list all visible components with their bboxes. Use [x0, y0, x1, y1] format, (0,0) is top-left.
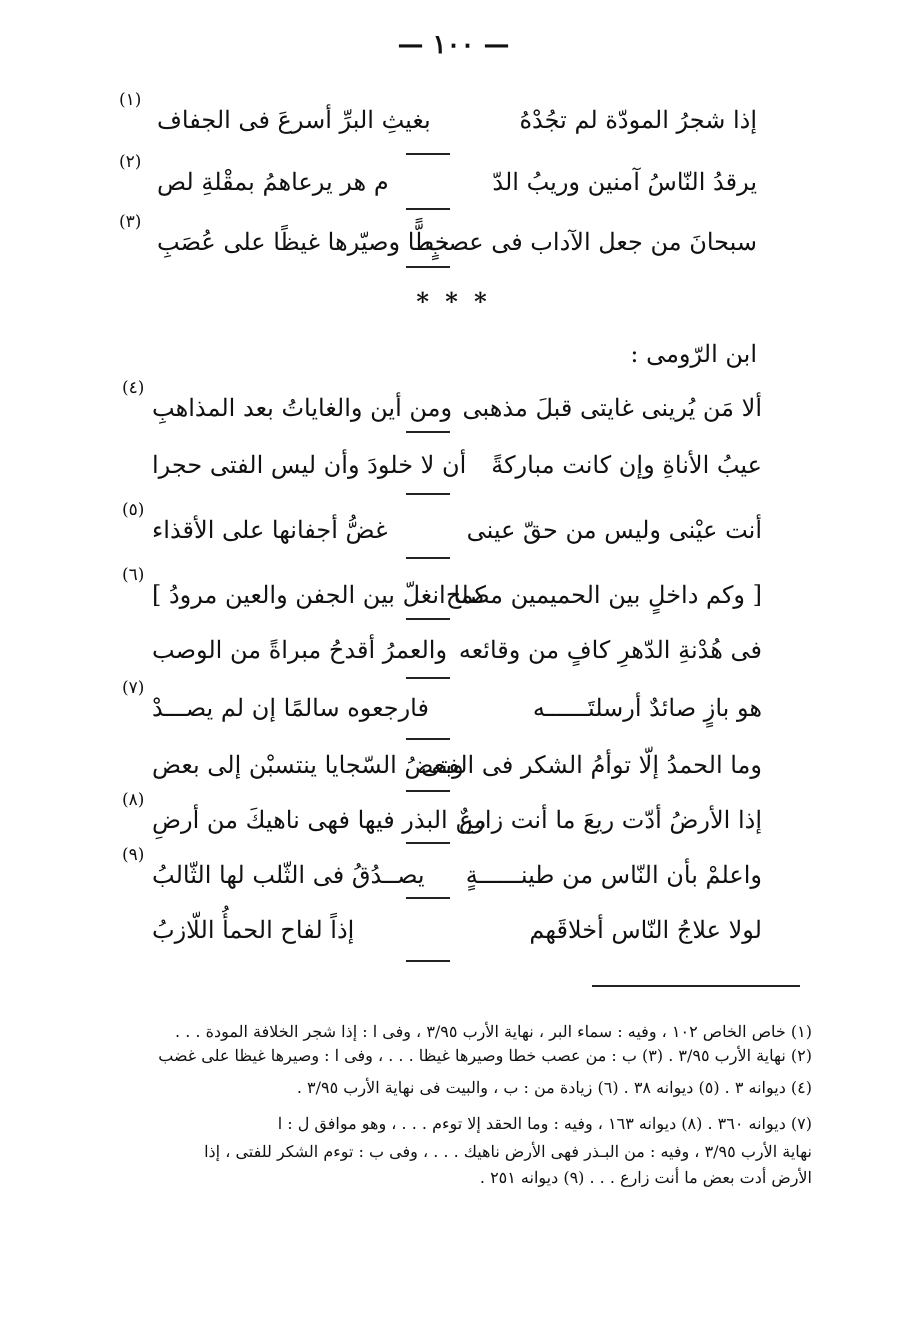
hemistich-separator [406, 897, 450, 899]
page-number: — ١٠٠ — [397, 30, 510, 60]
verse-second-hemistich: م هر يرعاهمُ بمقْلةِ لص [157, 168, 389, 196]
verse-second-hemistich: يصــدُقُ فى الثّلب لها الثّالبُ [152, 861, 425, 889]
verse-line [119, 212, 757, 262]
footnote-marker: (٤) [122, 378, 145, 398]
footnote-marker: (١) [119, 90, 142, 110]
hemistich-separator [406, 960, 450, 962]
verse-second-hemistich: أن لا خلودَ وأن ليس الفتى حجرا [152, 451, 467, 479]
hemistich-separator [406, 738, 450, 740]
verse-first-hemistich: وما الحمدُ إلّا توأمُ الشكر فى الفتى [420, 751, 762, 779]
footnote-marker: (٩) [122, 845, 145, 865]
hemistich-separator [406, 493, 450, 495]
verse-first-hemistich: أنت عيْنى وليس من حقّ عينى [466, 516, 762, 544]
verse-second-hemistich: كما انغلّ بين الجفن والعين مرودُ ] [152, 581, 486, 609]
verse-first-hemistich: هو بازٍ صائدٌ أرسلتَــــــه [532, 694, 762, 722]
verse-line [152, 445, 762, 485]
footnote-line: (٧) ديوانه ٣٦٠ . (٨) ديوانه ١٦٣ ، وفيه : وما الحقد إلا توءم . . . ، وهو موافق ل : ا [277, 1114, 812, 1133]
verse-line [119, 90, 757, 140]
verse-second-hemistich: فارجعوه سالمًا إن لم يصـــدْ [152, 694, 429, 722]
verse-line [122, 790, 762, 840]
verse-line [119, 152, 757, 202]
verse-line [152, 745, 762, 785]
verse-second-hemistich: إذاً لفاح الحمأُ اللّازبُ [152, 916, 355, 944]
verse-first-hemistich: إذا الأرضُ أدّت ريعَ ما أنت زارعٌ [459, 806, 762, 834]
footnote-marker: (٨) [122, 790, 145, 810]
verse-line [122, 678, 762, 728]
hemistich-separator [406, 618, 450, 620]
verse-first-hemistich: يرقدُ النّاسُ آمنين وريبُ الدّ [492, 168, 757, 196]
verse-line [122, 500, 762, 550]
footnote-line: نهاية الأرب ٣/٩٥ ، وفيه : من البـذر فهى الأرض ناهيك . . . ، وفى ب : توءم الشكر للفتى ، إذا [204, 1142, 812, 1161]
hemistich-separator [406, 208, 450, 210]
footnote-marker: (٥) [122, 500, 145, 520]
verse-second-hemistich: بغيثِ البرِّ أسرعَ فى الجفاف [157, 106, 431, 134]
verse-line [122, 845, 762, 895]
hemistich-separator [406, 431, 450, 433]
footnote-marker: (٢) [119, 152, 142, 172]
verse-second-hemistich: من البذر فيها فهى ناهيكَ من أرضِ [152, 806, 487, 834]
verse-second-hemistich: خطًّا وصيّرها غيظًا على عُصَبِ [157, 228, 450, 256]
verse-line [152, 630, 762, 670]
verse-first-hemistich: عيبُ الأناةِ وإن كانت مباركةً [491, 451, 762, 479]
footnote-marker: (٧) [122, 678, 145, 698]
verse-first-hemistich: لولا علاجُ النّاس أخلاقَهم [529, 916, 762, 944]
footnote-marker: (٦) [122, 565, 145, 585]
footnote-line: الأرض أدت بعض ما أنت زارع . . . (٩) ديوانه ٢٥١ . [479, 1168, 812, 1187]
footnote-line: (٤) ديوانه ٣ . (٥) ديوانه ٣٨ . (٦) زيادة من : ب ، والبيت فى نهاية الأرب ٣/٩٥ . [296, 1078, 812, 1097]
verse-first-hemistich: سبحانَ من جعل الآداب فى عصبٍ [424, 228, 757, 256]
verse-line [122, 565, 762, 615]
verse-line [122, 378, 762, 428]
verse-second-hemistich: والعمرُ أقدحُ مبراةً من الوصب [152, 636, 448, 664]
hemistich-separator [406, 557, 450, 559]
hemistich-separator [406, 153, 450, 155]
verse-second-hemistich: وبعضُ السّجايا ينتسبْن إلى بعض [152, 751, 464, 779]
footnote-rule [592, 985, 800, 987]
hemistich-separator [406, 842, 450, 844]
footnote-line: (١) خاص الخاص ١٠٢ ، وفيه : سماء البر ، نهاية الأرب ٣/٩٥ ، وفى ا : إذا شجر الخلافة المودة . . . [175, 1022, 812, 1041]
verse-second-hemistich: غضُّ أجفانها على الأقذاء [152, 516, 388, 544]
verse-line [152, 910, 762, 950]
poet-heading: ابن الرّومى : [630, 340, 757, 368]
verse-first-hemistich: إذا شجرُ المودّة لم تجُدْهُ [519, 106, 757, 134]
verse-first-hemistich: واعلمْ بأن النّاس من طينــــــةٍ [465, 861, 762, 889]
verse-first-hemistich: فى هُدْنةِ الدّهرِ كافٍ من وقائعه [458, 636, 762, 664]
verse-second-hemistich: ومن أين والغاياتُ بعد المذاهبِ [152, 394, 453, 422]
hemistich-separator [406, 677, 450, 679]
hemistich-separator [406, 790, 450, 792]
verse-first-hemistich: ألا مَن يُرينى غايتى قبلَ مذهبى [462, 394, 762, 422]
footnote-marker: (٣) [119, 212, 142, 232]
verse-first-hemistich: [ وكم داخلٍ بين الحميمين مصلح [445, 581, 762, 609]
footnote-line: (٢) نهاية الأرب ٣/٩٥ . (٣) ب : من عصب خطا وصيرها غيظا . . . ، وفى ا : وصيرها غيظا على غضب [158, 1046, 812, 1065]
section-divider-stars: * * * [416, 287, 491, 316]
hemistich-separator [406, 266, 450, 268]
